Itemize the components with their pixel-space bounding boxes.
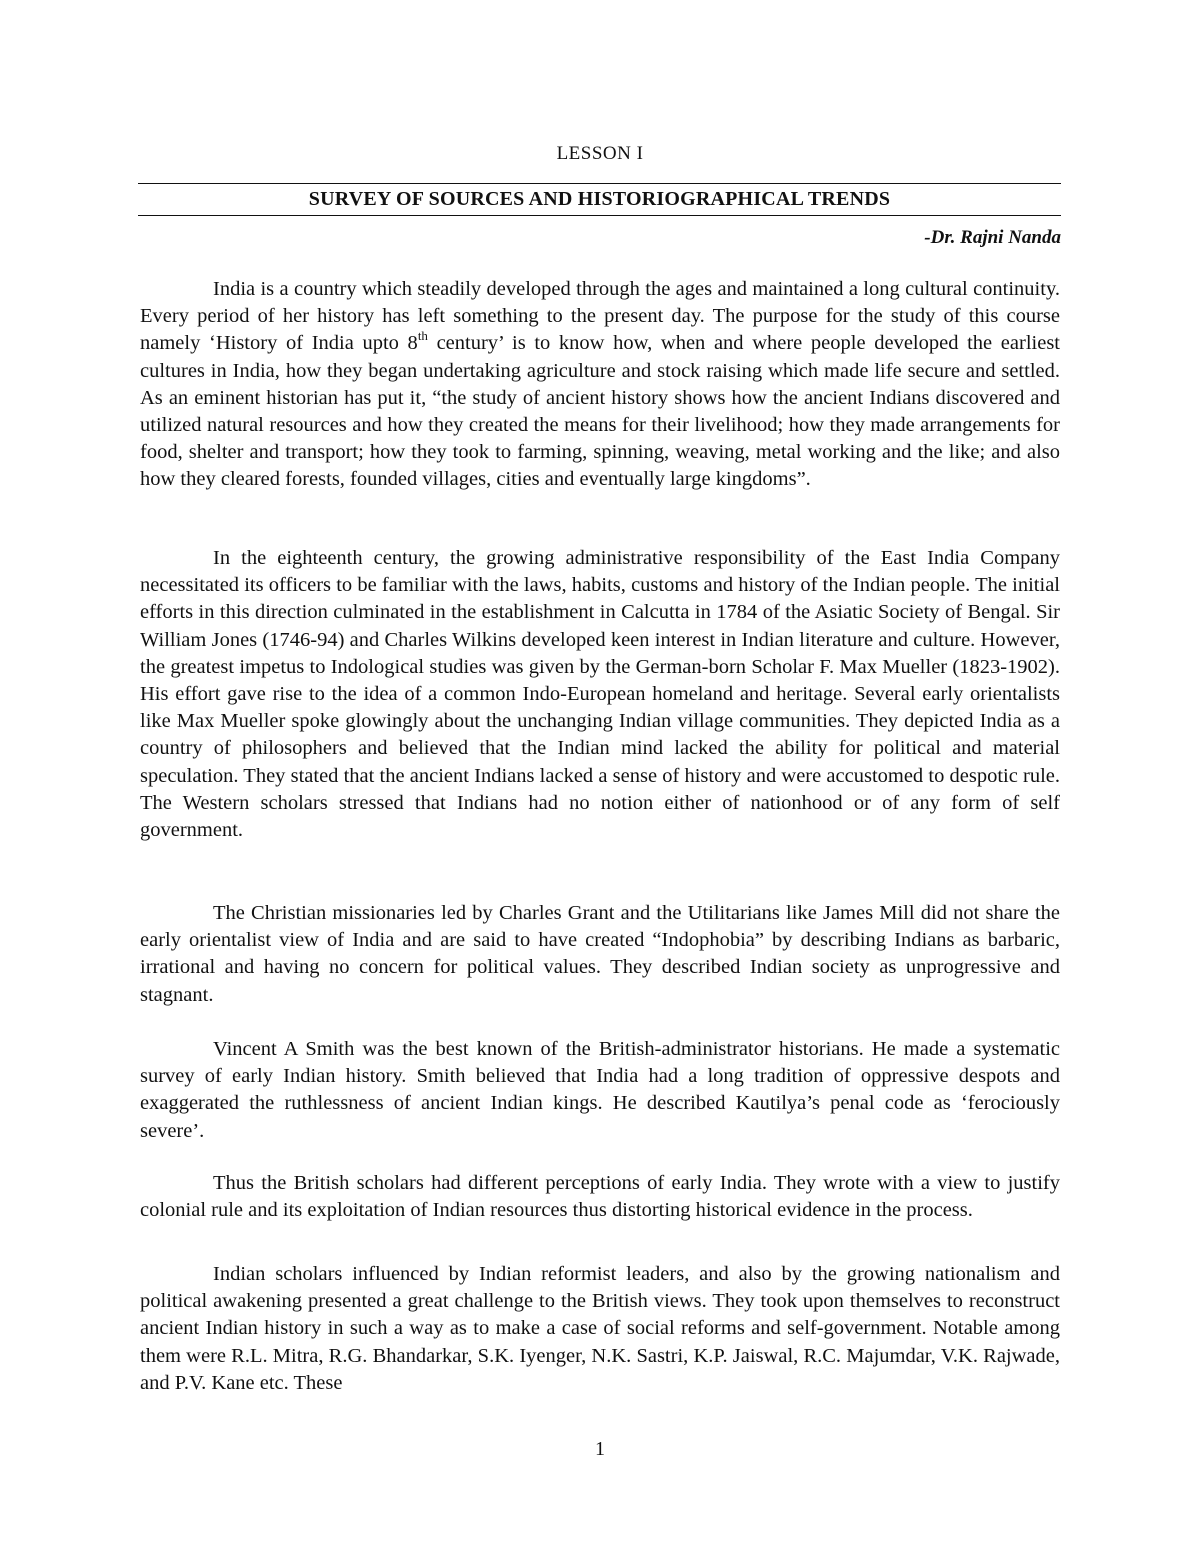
author-byline: -Dr. Rajni Nanda [924,227,1061,248]
paragraph-6: Indian scholars influenced by Indian reformist leaders, and also by the growing nationalism and political awakening presented a great challenge to the British views. They took upon themselves to reconstruct ancient Indian history in such a way as to make a case of social reforms and self-government. Notable among them were R.L. Mitra, R.G. Bhandarkar, S.K. Iyenger, N.K. Sastri, K.P. Jaiswal, R.C. Majumdar, V.K. Rajwade, and P.V. Kane etc. These [140,1263,1060,1394]
title-top-rule [138,183,1061,184]
paragraph-1-text-b: century’ is to know how, when and where people developed the earliest cultures in India, how they began undertaking agriculture and stock raising which made life secure and settled. As an eminent historian has put it, “the study of ancient history shows how the ancient Indians discovered and utilized natural resources and how they created the means for their livelihood; how they made arrangements for food, shelter and transport; how they took to farming, spinning, weaving, metal working and the like; and also how they cleared forests, founded villages, cities and eventually large kingdoms”. [140,332,1060,491]
document-title: SURVEY OF SOURCES AND HISTORIOGRAPHICAL TRENDS [308,188,891,210]
paragraph-2-block [140,545,1060,844]
ordinal-superscript: th [417,328,428,344]
paragraph-4: Vincent A Smith was the best known of the British-administrator historians. He made a systematic survey of early Indian history. Smith believed that India had a long tradition of oppressive despots and exaggerated the ruthlessness of ancient Indian kings. He described Kautilya’s penal code as ‘ferociously severe’. [140,1038,1060,1142]
lesson-label: LESSON I [556,143,644,164]
paragraph-1 [140,276,1060,494]
paragraph-3-block [140,900,1060,1009]
paragraph-3: The Christian missionaries led by Charles Grant and the Utilitarians like James Mill did not share the early orientalist view of India and are said to have created “Indophobia” by describing Indians as barbaric, irrational and having no concern for political values. They described Indian society as unprogressive and stagnant. [140,902,1060,1006]
paragraph-4-block [140,1036,1060,1145]
paragraph-2: In the eighteenth century, the growing administrative responsibility of the East India Company necessitated its officers to be familiar with the laws, habits, customs and history of the Indian people. The initial efforts in this direction culminated in the establishment in Calcutta in 1784 of the Asiatic Society of Bengal. Sir William Jones (1746-94) and Charles Wilkins developed keen interest in Indian literature and culture. However, the greatest impetus to Indological studies was given by the German-born Scholar F. Max Mueller (1823-1902). His effort gave rise to the idea of a common Indo-European homeland and heritage. Several early orientalists like Max Mueller spoke glowingly about the unchanging Indian village communities. They depicted India as a country of philosophers and believed that the Indian mind lacked the ability for political and material speculation. They stated that the ancient Indians lacked a sense of history and were accustomed to despotic rule. The Western scholars stressed that Indians had no notion either of nationhood or of any form of self government. [140,547,1060,842]
title-bottom-rule [138,215,1061,216]
paragraph-1-block [140,276,1060,494]
paragraph-5: Thus the British scholars had different perceptions of early India. They wrote with a view to justify colonial rule and its exploitation of Indian resources thus distorting historical evidence in the process. [140,1172,1060,1222]
page-number: 1 [595,1438,605,1460]
paragraph-5-block [140,1170,1060,1224]
paragraph-1-text-a: India is a country which steadily developed through the ages and maintained a long cultural continuity. Every period of her history has left something to the present day. The purpose for the study of this course namely ‘History of India upto 8 [140,278,1060,355]
paragraph-6-block [140,1261,1060,1397]
